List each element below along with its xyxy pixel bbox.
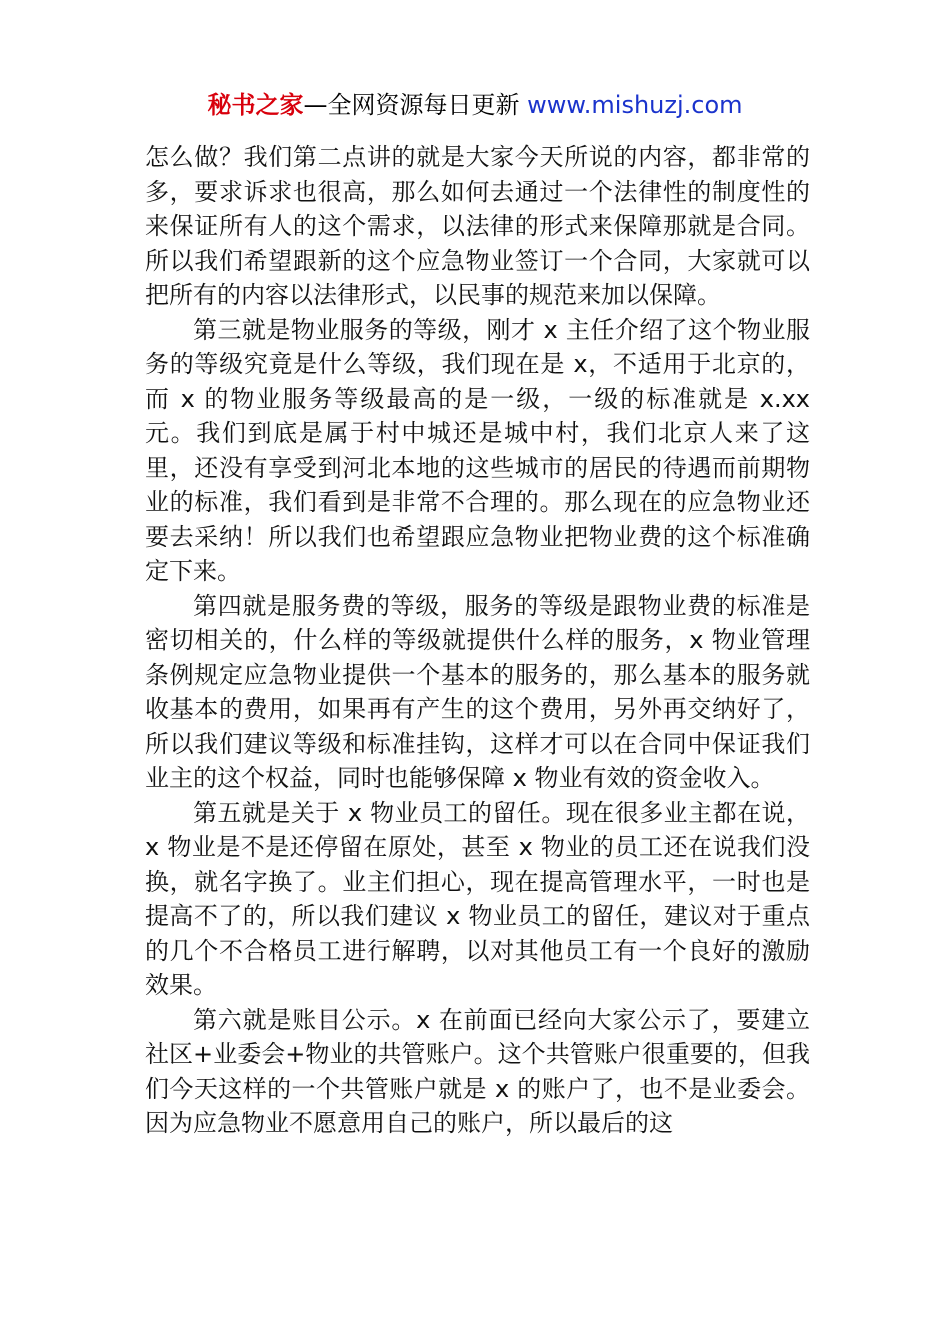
header-tagline: —全网资源每日更新 xyxy=(303,91,520,119)
document-body xyxy=(145,140,810,1141)
paragraph-third-point: 第三就是物业服务的等级，刚才 x 主任介绍了这个物业服务的等级究竟是什么等级，我们现在是 x，不适用于北京的，而 x 的物业服务等级最高的是一级，一级的标准就是 x.xx 元。我们到底是属于村中城还是城中村，我们北京人来了这里，还没有享受到河北本地的这些城市的居民的待遇而前期物业的标准，我们看到是非常不合理的。那么现在的应急物业还要去采纳！所以我们也希望跟应急物业把物业费的这个标准确定下来。 xyxy=(145,315,810,585)
paragraph-continued: 怎么做？我们第二点讲的就是大家今天所说的内容，都非常的多，要求诉求也很高，那么如何去通过一个法律性的制度性的来保证所有人的这个需求，以法律的形式来保障那就是合同。所以我们希望跟新的这个应急物业签订一个合同，大家就可以把所有的内容以法律形式，以民事的规范来加以保障。 xyxy=(145,143,810,309)
paragraph-sixth-point: 第六就是账目公示。x 在前面已经向大家公示了，要建立社区+业委会+物业的共管账户。这个共管账户很重要的，但我们今天这样的一个共管账户就是 x 的账户了，也不是业委会。因为应急物业不愿意用自己的账户，所以最后的这 xyxy=(145,1005,810,1137)
site-header xyxy=(0,88,950,122)
paragraph-fourth-point: 第四就是服务费的等级，服务的等级是跟物业费的标准是密切相关的，什么样的等级就提供什么样的服务，x 物业管理条例规定应急物业提供一个基本的服务的，那么基本的服务就收基本的费用，如果再有产生的这个费用，另外再交纳好了，所以我们建议等级和标准挂钩，这样才可以在合同中保证我们业主的这个权益，同时也能够保障 x 物业有效的资金收入。 xyxy=(145,591,810,792)
brand-name: 秘书之家 xyxy=(207,91,304,119)
paragraph-fifth-point: 第五就是关于 x 物业员工的留任。现在很多业主都在说，x 物业是不是还停留在原处，甚至 x 物业的员工还在说我们没换，就名字换了。业主们担心，现在提高管理水平，一时也是提高不了的，所以我们建议 x 物业员工的留任，建议对于重点的几个不合格员工进行解聘，以对其他员工有一个良好的激励效果。 xyxy=(145,798,810,999)
site-url[interactable]: www.mishuzj.com xyxy=(527,91,743,119)
